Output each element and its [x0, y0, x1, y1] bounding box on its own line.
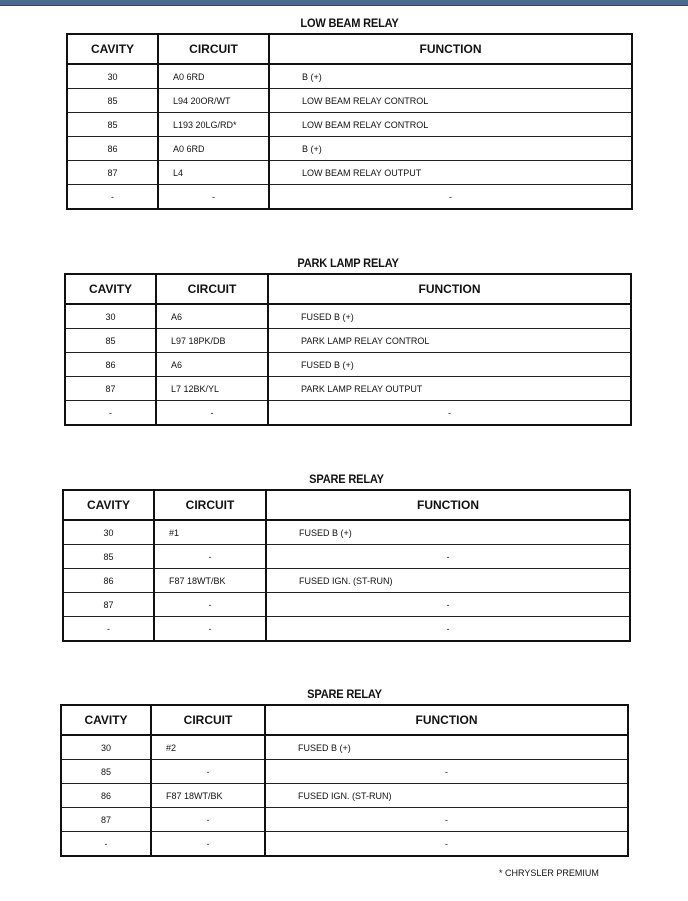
circuit-cell: - [158, 185, 269, 210]
cavity-cell: - [63, 617, 154, 642]
table-row [65, 329, 631, 353]
circuit-cell: A6 [156, 304, 268, 329]
header-cavity: CAVITY [67, 34, 158, 64]
relay-table-section [60, 687, 629, 857]
cavity-cell: 30 [65, 304, 156, 329]
function-cell: PARK LAMP RELAY CONTROL [268, 329, 631, 353]
table-row [67, 64, 632, 89]
circuit-cell: - [151, 832, 265, 857]
circuit-cell: A6 [156, 353, 268, 377]
circuit-cell: L4 [158, 161, 269, 185]
cavity-cell: 86 [63, 569, 154, 593]
table-row [65, 304, 631, 329]
header-function: FUNCTION [265, 705, 628, 735]
function-cell: LOW BEAM RELAY CONTROL [269, 113, 632, 137]
table-row [61, 735, 628, 760]
function-cell: - [266, 617, 630, 642]
header-row [61, 705, 628, 735]
circuit-cell: #1 [154, 520, 266, 545]
header-cavity: CAVITY [63, 490, 154, 520]
table-row [67, 185, 632, 210]
table-row [67, 161, 632, 185]
circuit-cell: #2 [151, 735, 265, 760]
window-top-bar [0, 0, 688, 6]
circuit-cell: F87 18WT/BK [154, 569, 266, 593]
cavity-cell: 85 [65, 329, 156, 353]
table-title: SPARE RELAY [309, 472, 384, 486]
function-cell: - [266, 593, 630, 617]
function-cell: FUSED IGN. (ST-RUN) [266, 569, 630, 593]
circuit-cell: - [151, 760, 265, 784]
header-function: FUNCTION [266, 490, 630, 520]
table-title: SPARE RELAY [307, 687, 382, 701]
function-cell: B (+) [269, 137, 632, 161]
table-row [65, 377, 631, 401]
header-cavity: CAVITY [61, 705, 151, 735]
circuit-cell: L193 20LG/RD* [158, 113, 269, 137]
relay-table [62, 489, 631, 642]
function-cell: B (+) [269, 64, 632, 89]
circuit-cell: F87 18WT/BK [151, 784, 265, 808]
function-cell: - [265, 760, 628, 784]
table-row [61, 808, 628, 832]
circuit-cell: L7 12BK/YL [156, 377, 268, 401]
cavity-cell: 86 [61, 784, 151, 808]
function-cell: - [269, 185, 632, 210]
header-circuit: CIRCUIT [151, 705, 265, 735]
table-title: LOW BEAM RELAY [300, 16, 399, 30]
cavity-cell: 86 [67, 137, 158, 161]
table-row [61, 784, 628, 808]
header-circuit: CIRCUIT [154, 490, 266, 520]
table-title: PARK LAMP RELAY [297, 256, 399, 270]
table-row [61, 760, 628, 784]
table-row [63, 545, 630, 569]
cavity-cell: 85 [67, 113, 158, 137]
circuit-cell: A0 6RD [158, 64, 269, 89]
cavity-cell: - [61, 832, 151, 857]
function-cell: - [266, 545, 630, 569]
cavity-cell: 87 [63, 593, 154, 617]
cavity-cell: 30 [63, 520, 154, 545]
circuit-cell: - [154, 545, 266, 569]
circuit-cell: - [154, 593, 266, 617]
table-row [63, 569, 630, 593]
cavity-cell: 85 [67, 89, 158, 113]
circuit-cell: L97 18PK/DB [156, 329, 268, 353]
relay-table [64, 273, 632, 426]
function-cell: LOW BEAM RELAY OUTPUT [269, 161, 632, 185]
circuit-cell: L94 20OR/WT [158, 89, 269, 113]
header-circuit: CIRCUIT [158, 34, 269, 64]
table-row [65, 401, 631, 426]
table-row [61, 832, 628, 857]
relay-table [66, 33, 633, 210]
function-cell: FUSED B (+) [265, 735, 628, 760]
function-cell: - [265, 808, 628, 832]
circuit-cell: - [156, 401, 268, 426]
relay-table-section [64, 256, 632, 426]
cavity-cell: 30 [61, 735, 151, 760]
function-cell: FUSED B (+) [268, 304, 631, 329]
table-row [63, 520, 630, 545]
table-row [63, 617, 630, 642]
function-cell: LOW BEAM RELAY CONTROL [269, 89, 632, 113]
relay-table [60, 704, 629, 857]
table-row [63, 593, 630, 617]
function-cell: FUSED B (+) [266, 520, 630, 545]
cavity-cell: 87 [65, 377, 156, 401]
relay-table-section [62, 472, 631, 642]
circuit-cell: - [154, 617, 266, 642]
function-cell: FUSED B (+) [268, 353, 631, 377]
table-row [67, 113, 632, 137]
header-row [63, 490, 630, 520]
cavity-cell: 85 [61, 760, 151, 784]
circuit-cell: - [151, 808, 265, 832]
header-circuit: CIRCUIT [156, 274, 268, 304]
cavity-cell: 86 [65, 353, 156, 377]
header-row [67, 34, 632, 64]
cavity-cell: 87 [61, 808, 151, 832]
relay-table-section [66, 16, 633, 210]
header-row [65, 274, 631, 304]
header-function: FUNCTION [268, 274, 631, 304]
header-cavity: CAVITY [65, 274, 156, 304]
cavity-cell: 85 [63, 545, 154, 569]
function-cell: - [265, 832, 628, 857]
table-row [67, 89, 632, 113]
cavity-cell: 87 [67, 161, 158, 185]
header-function: FUNCTION [269, 34, 632, 64]
circuit-cell: A0 6RD [158, 137, 269, 161]
cavity-cell: 30 [67, 64, 158, 89]
function-cell: FUSED IGN. (ST-RUN) [265, 784, 628, 808]
function-cell: - [268, 401, 631, 426]
footnote: * CHRYSLER PREMIUM [499, 868, 599, 878]
table-row [67, 137, 632, 161]
function-cell: PARK LAMP RELAY OUTPUT [268, 377, 631, 401]
table-row [65, 353, 631, 377]
cavity-cell: - [67, 185, 158, 210]
cavity-cell: - [65, 401, 156, 426]
